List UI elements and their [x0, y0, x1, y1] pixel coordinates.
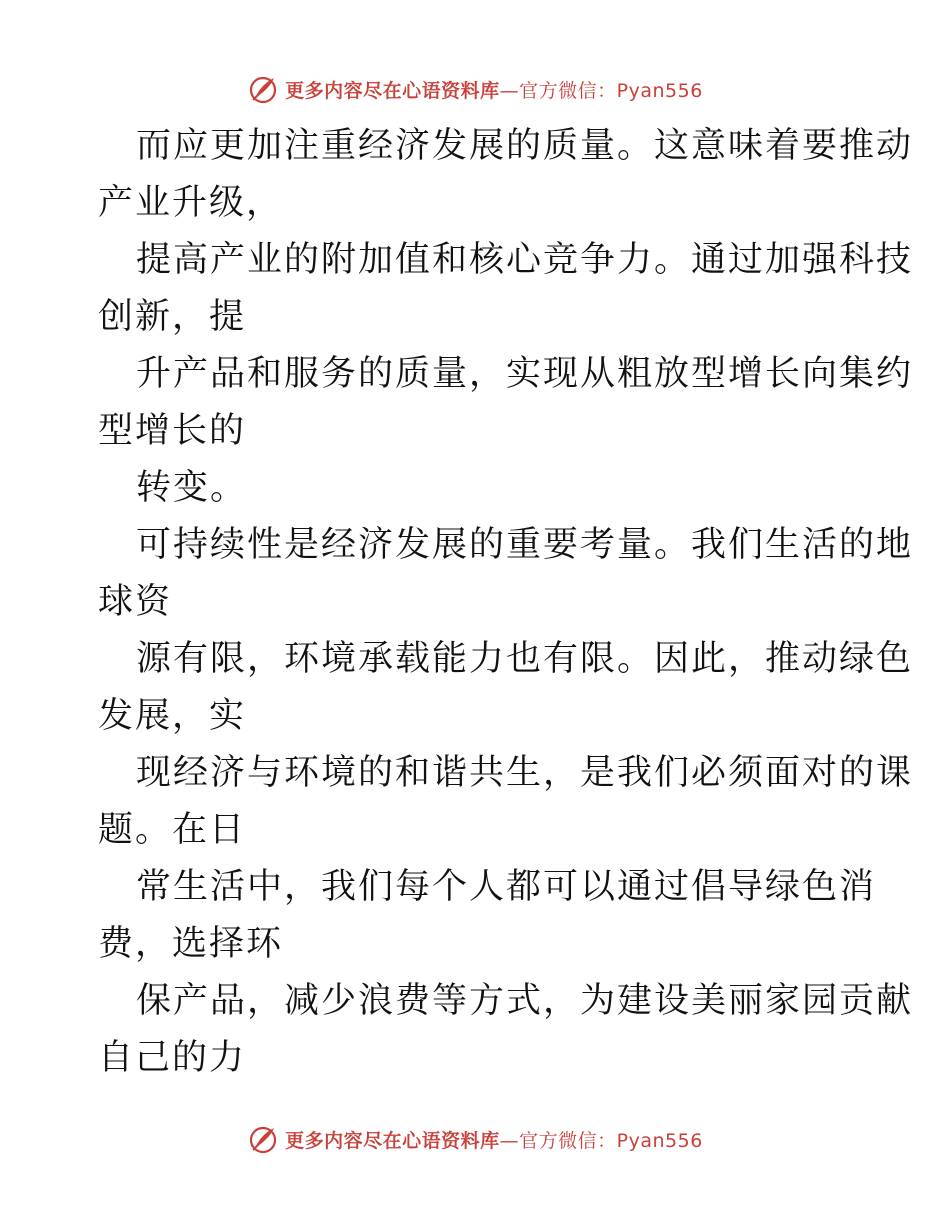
footer-banner-wechat: 官方微信：Pyan556 — [519, 1129, 703, 1152]
footer-banner-sep: — — [499, 1129, 520, 1152]
body-line: 保产品，减少浪费等方式，为建设美丽家园贡献 — [136, 981, 914, 1021]
body-line: 题。在日 — [98, 810, 247, 850]
body-line: 可持续性是经济发展的重要考量。我们生活的地 — [136, 525, 914, 565]
body-line: 源有限，环境承载能力也有限。因此，推动绿色 — [136, 639, 914, 679]
body-line: 创新，提 — [98, 297, 247, 337]
document-body — [98, 118, 914, 1087]
header-banner-sep: — — [499, 79, 520, 102]
body-line: 发展，实 — [98, 696, 247, 736]
footer-banner-text — [285, 1126, 703, 1153]
body-line: 常生活中，我们每个人都可以通过倡导绿色消 — [136, 867, 877, 907]
header-banner — [0, 72, 950, 106]
body-line: 升产品和服务的质量，实现从粗放型增长向集约 — [136, 354, 914, 394]
body-line: 型增长的 — [98, 411, 247, 451]
body-line: 球资 — [98, 582, 173, 622]
body-line: 提高产业的附加值和核心竞争力。通过加强科技 — [136, 240, 914, 280]
body-line: 而应更加注重经济发展的质量。这意味着要推动 — [136, 126, 914, 166]
body-line: 现经济与环境的和谐共生，是我们必须面对的课 — [136, 753, 914, 793]
header-banner-wechat: 官方微信：Pyan556 — [519, 79, 703, 102]
header-banner-text — [285, 76, 703, 103]
body-line: 自己的力 — [98, 1038, 247, 1078]
body-line: 产业升级， — [98, 183, 284, 223]
feather-pen-logo-icon — [247, 73, 279, 105]
footer-banner-main: 更多内容尽在心语资料库 — [285, 1129, 500, 1152]
feather-pen-logo-icon — [247, 1123, 279, 1155]
body-line: 转变。 — [136, 468, 248, 508]
body-line: 费，选择环 — [98, 924, 284, 964]
footer-banner — [0, 1122, 950, 1156]
header-banner-main: 更多内容尽在心语资料库 — [285, 79, 500, 102]
